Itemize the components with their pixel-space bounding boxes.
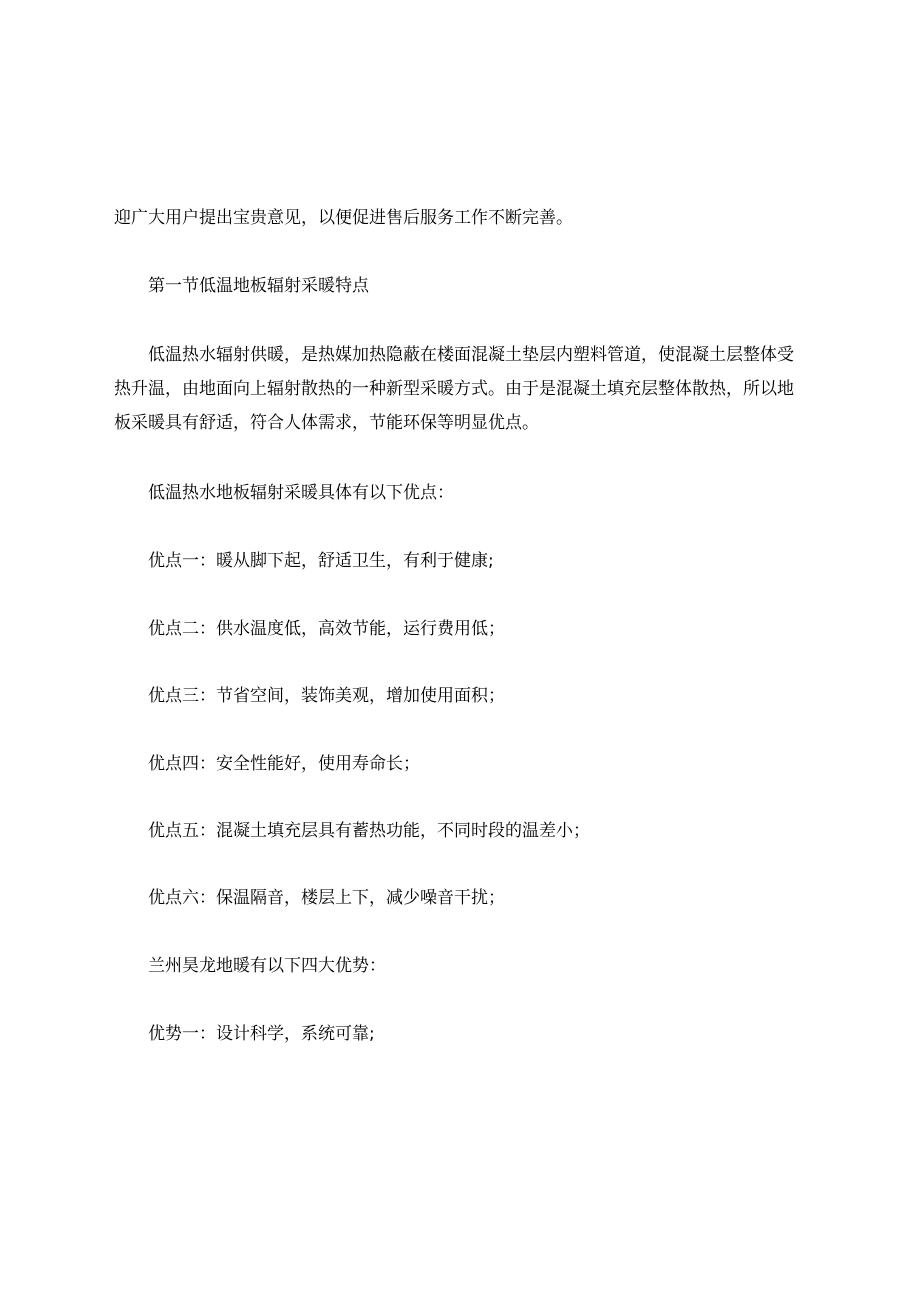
paragraph-intro: 低温热水辐射供暖，是热媒加热隐蔽在楼面混凝土垫层内塑料管道，使混凝土层整体受热升温，由地面向上辐射散热的一种新型采暖方式。由于是混凝土填充层整体散热，所以地板采暖具有舒适，符合人体需求，节能环保等明显优点。 [114, 345, 794, 433]
paragraph-advantages-lead: 低温热水地板辐射采暖具体有以下优点： [148, 483, 454, 503]
section-heading: 第一节低温地板辐射采暖特点 [148, 276, 369, 296]
list-item-advantage-4: 优点四：安全性能好，使用寿命长； [148, 754, 420, 774]
list-item-advantage-2: 优点二：供水温度低，高效节能，运行费用低； [148, 619, 505, 639]
paragraph-strengths-lead: 兰州昊龙地暖有以下四大优势： [148, 956, 386, 976]
list-item-advantage-1: 优点一：暖从脚下起，舒适卫生，有利于健康; [148, 551, 494, 571]
list-item-strength-1: 优势一：设计科学，系统可靠; [148, 1024, 375, 1044]
list-item-advantage-5: 优点五：混凝土填充层具有蓄热功能，不同时段的温差小； [148, 821, 590, 841]
paragraph-closing-line: 迎广大用户提出宝贵意见，以便促进售后服务工作不断完善。 [114, 208, 573, 228]
list-item-advantage-3: 优点三：节省空间，装饰美观，增加使用面积； [148, 686, 505, 706]
list-item-advantage-6: 优点六：保温隔音，楼层上下，减少噪音干扰； [148, 888, 505, 908]
